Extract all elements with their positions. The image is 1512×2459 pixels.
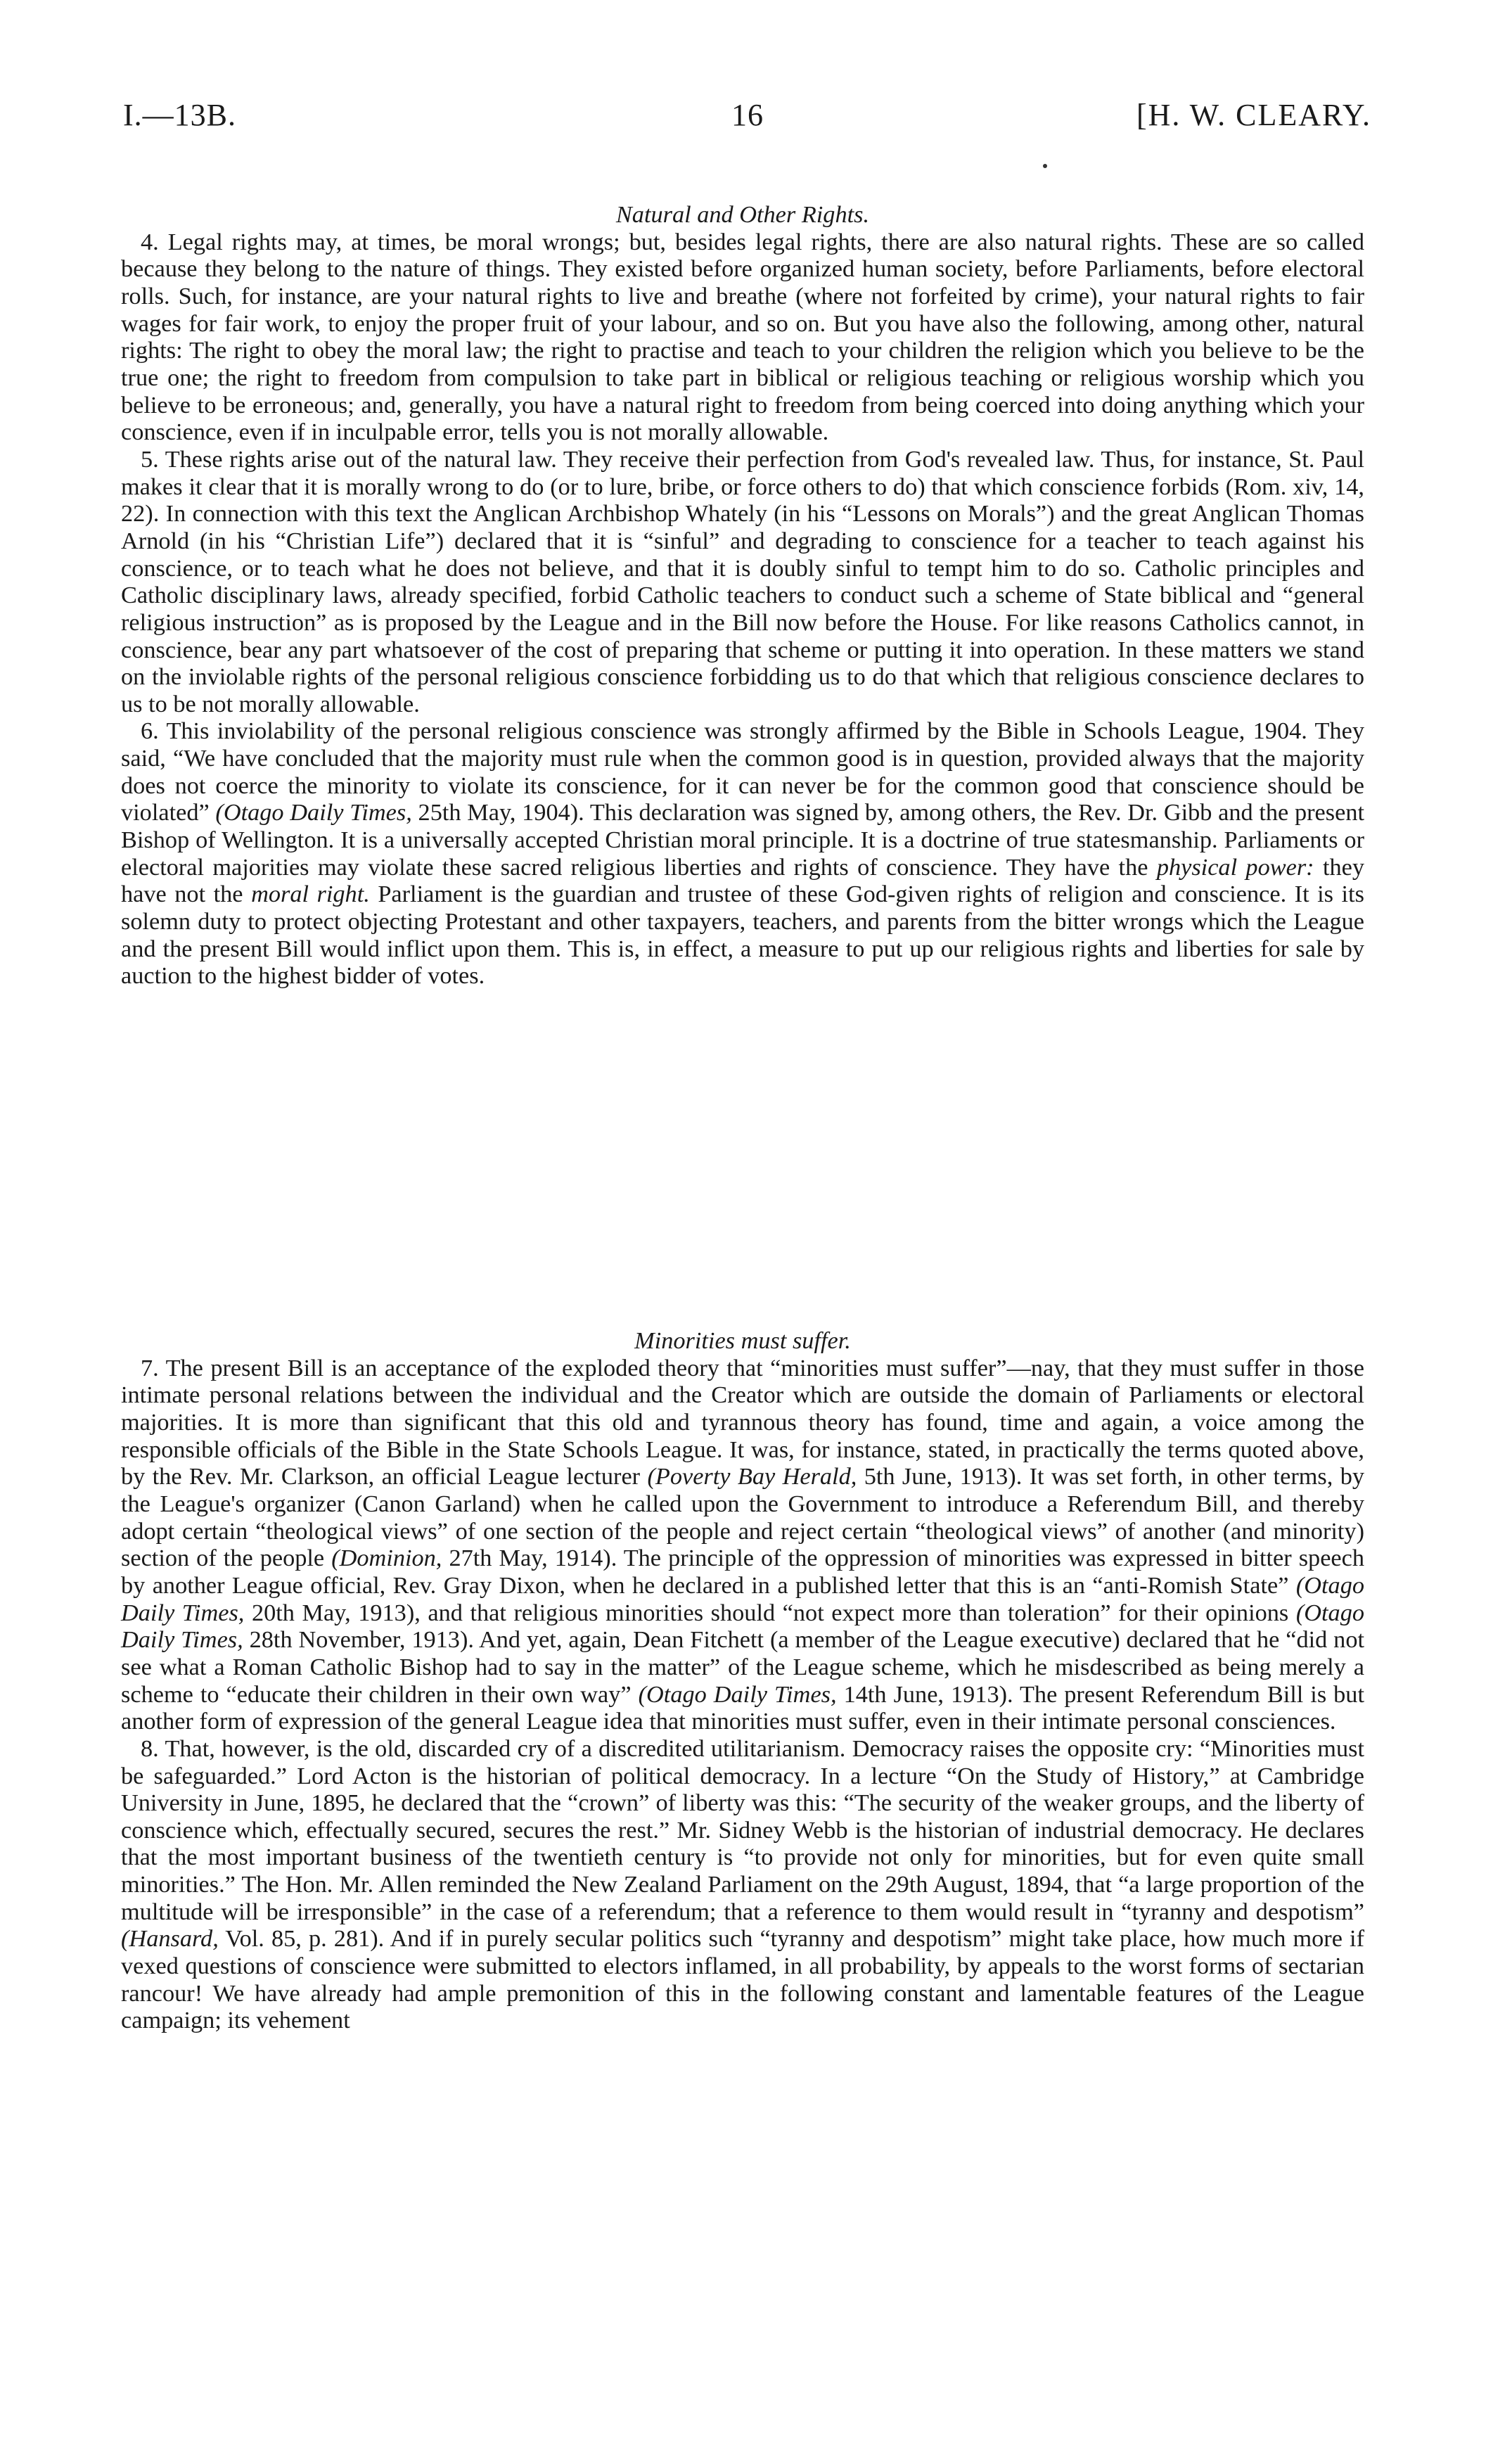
paragraph-text: 5th June, 1913). It was set forth, in other terms, by the League's organizer (Canon Garland) when he called upon the Government to introduce a Referendum Bill, and thereby adopt certain “theological views” of one section of the people and reject certain “theological views” of another (and minority) section of the people	[121, 1463, 1364, 1572]
citation: (Otago Daily Times,	[215, 799, 412, 826]
citation: (Otago Daily Times,	[638, 1680, 837, 1708]
paragraph-6	[121, 717, 1364, 990]
paragraph-text: 20th May, 1913), and that religious minorities should “not expect more than toleration” for their opinions	[251, 1599, 1289, 1626]
section-natural-rights	[121, 201, 1364, 990]
report-reference: I.—13B.	[123, 98, 236, 132]
paragraph-text: Vol. 85, p. 281). And if in purely secular politics such “tyranny and despotism” might take place, how much more if vexed questions of conscience were submitted to electors inflamed, in all probability, by appeals to the worst forms of sectarian rancour! We have already had ample premonition of this in the following constant and lamentable features of the League campaign; its vehement	[121, 1925, 1364, 2034]
citation: (Otago Daily Times,	[121, 1571, 1364, 1626]
paragraph-text: they have not the	[121, 853, 1365, 908]
paragraph-text: Parliament is the guardian and trustee of these God-given rights of religion and conscience. It is its solemn duty to protect objecting Protestant and other taxpayers, teachers, and parents from the bitter wrongs which the League and the present Bill would inflict upon them. This is, in effect, a measure to put up our religious rights and liberties for sale by auction to the highest bidder of votes.	[121, 881, 1364, 990]
paragraph-4	[121, 229, 1364, 446]
paragraph-number: 5.	[141, 445, 159, 473]
section-heading: Minorities must suffer.	[634, 1327, 851, 1354]
citation: (Poverty Bay Herald,	[647, 1463, 857, 1490]
paragraph-text: 14th June, 1913). The present Referendum Bill is but another form of expression of the general League idea that minorities must suffer, even in their intimate personal consciences.	[121, 1680, 1364, 1735]
paragraph-text: 25th May, 1904). This declaration was signed by, among others, the Rev. Dr. Gibb and the present Bishop of Wellington. It is a universally accepted Christian moral principle. It is a doctrine of true statesmanship. Parliaments or electoral majorities may violate these sacred religious liberties and rights of conscience. They have the	[121, 799, 1365, 881]
emphasis: physical power:	[1156, 853, 1314, 881]
citation: (Hansard,	[121, 1925, 219, 1953]
paragraph-text: 28th November, 1913). And yet, again, Dean Fitchett (a member of the League executive) declared that he “did not see what a Roman Catholic Bishop had to say in the matter” of the League scheme, which he misdescribed as being merely a scheme to “educate their children in their own way”	[121, 1626, 1364, 1708]
section-heading: Natural and Other Rights.	[615, 201, 870, 228]
paragraph-7	[121, 1355, 1364, 1735]
page-number: 16	[731, 98, 764, 132]
paragraph-8	[121, 1735, 1364, 2034]
paragraph-text: The present Bill is an acceptance of the exploded theory that “minorities must suffer”—nay, that they must suffer in those intimate personal relations between the individual and the Creator which are outside the domain of Parliaments or electoral majorities. It is more than significant that this old and tyrannous theory has found, time and again, a voice among the responsible officials of the Bible in the State Schools League. It was, for instance, stated, in practically the terms quoted above, by the Rev. Mr. Clarkson, an official League lecturer	[121, 1354, 1364, 1490]
paragraph-text: This inviolability of the personal religious conscience was strongly affirmed by the Bible in Schools League, 1904. They said, “We have concluded that the majority must rule when the common good is in question, provided always that the majority does not coerce the minority to violate its conscience, for it can never be for the common good that conscience should be violated”	[121, 717, 1364, 826]
citation: (Otago Daily Times,	[121, 1599, 1364, 1654]
print-speck	[1043, 164, 1047, 168]
author-header: [H. W. CLEARY.	[1136, 98, 1371, 132]
paragraph-number: 4.	[141, 228, 159, 255]
paragraph-number: 6.	[141, 717, 159, 745]
paragraph-text: That, however, is the old, discarded cry of a discredited utilitarianism. Democracy raises the opposite cry: “Minorities must be safeguarded.” Lord Acton is the historian of political democracy. In a lecture “On the Study of History,” at Cambridge University in June, 1895, he declared that the “crown” of liberty was this: “The security of the weaker groups, and the liberty of conscience which, effectually secured, secures the rest.” Mr. Sidney Webb is the historian of industrial democracy. He declares that the most important business of the twentieth century is “to provide not only for minorities, but for even quite small minorities.” The Hon. Mr. Allen reminded the New Zealand Parliament on the 29th August, 1894, that “a large proportion of the multitude will be irresponsible” in the case of a referendum; that a reference to them would result in “tyranny and despotism”	[121, 1735, 1364, 1925]
paragraph-text: These rights arise out of the natural law. They receive their perfection from God's revealed law. Thus, for instance, St. Paul makes it clear that it is morally wrong to do (or to lure, bribe, or force others to do) that which conscience forbids (Rom. xiv, 14, 22). In connection with this text the Anglican Archbishop Whately (in his “Lessons on Morals”) and the great Anglican Thomas Arnold (in his “Christian Life”) declared that it is “sinful” and degrading to conscience for a teacher to teach against his conscience, or to teach what he does not believe, and that it is doubly sinful to tempt him to do so. Catholic principles and Catholic disciplinary laws, already specified, forbid Catholic teachers to conduct such a scheme of State biblical and “general religious instruction” as is proposed by the League and in the Bill now before the House. For like reasons Catholics cannot, in conscience, bear any part whatsoever of the cost of preparing that scheme or putting it into operation. In these matters we stand on the inviolable rights of the personal religious conscience forbidding us to do that which that religious conscience declares to us to be not morally allowable.	[121, 445, 1364, 717]
paragraph-number: 8.	[141, 1735, 159, 1762]
paragraph-number: 7.	[141, 1354, 159, 1381]
paragraph-text: Legal rights may, at times, be moral wrongs; but, besides legal rights, there are also natural rights. These are so called because they belong to the nature of things. They existed before organized human society, before Parliaments, before electoral rolls. Such, for instance, are your natural rights to live and breathe (where not forfeited by crime), your natural rights to fair wages for fair work, to enjoy the proper fruit of your labour, and so on. But you have also the following, among other, natural rights: The right to obey the moral law; the right to practise and teach to your children the religion which you believe to be the true one; the right to freedom from compulsion to take part in biblical or religious teaching or religious worship which you believe to be erroneous; and, generally, you have a natural right to freedom from being coerced into doing anything which your conscience, even if in inculpable error, tells you is not morally allowable.	[121, 228, 1364, 446]
citation: (Dominion,	[331, 1545, 442, 1572]
paragraph-5	[121, 446, 1364, 718]
paragraph-text: 27th May, 1914). The principle of the oppression of minorities was expressed in bitter speech by another League official, Rev. Gray Dixon, when he declared in a published letter that this is an “anti-Romish State”	[121, 1545, 1365, 1599]
emphasis: moral right.	[251, 881, 370, 908]
section-minorities	[121, 1327, 1364, 2034]
